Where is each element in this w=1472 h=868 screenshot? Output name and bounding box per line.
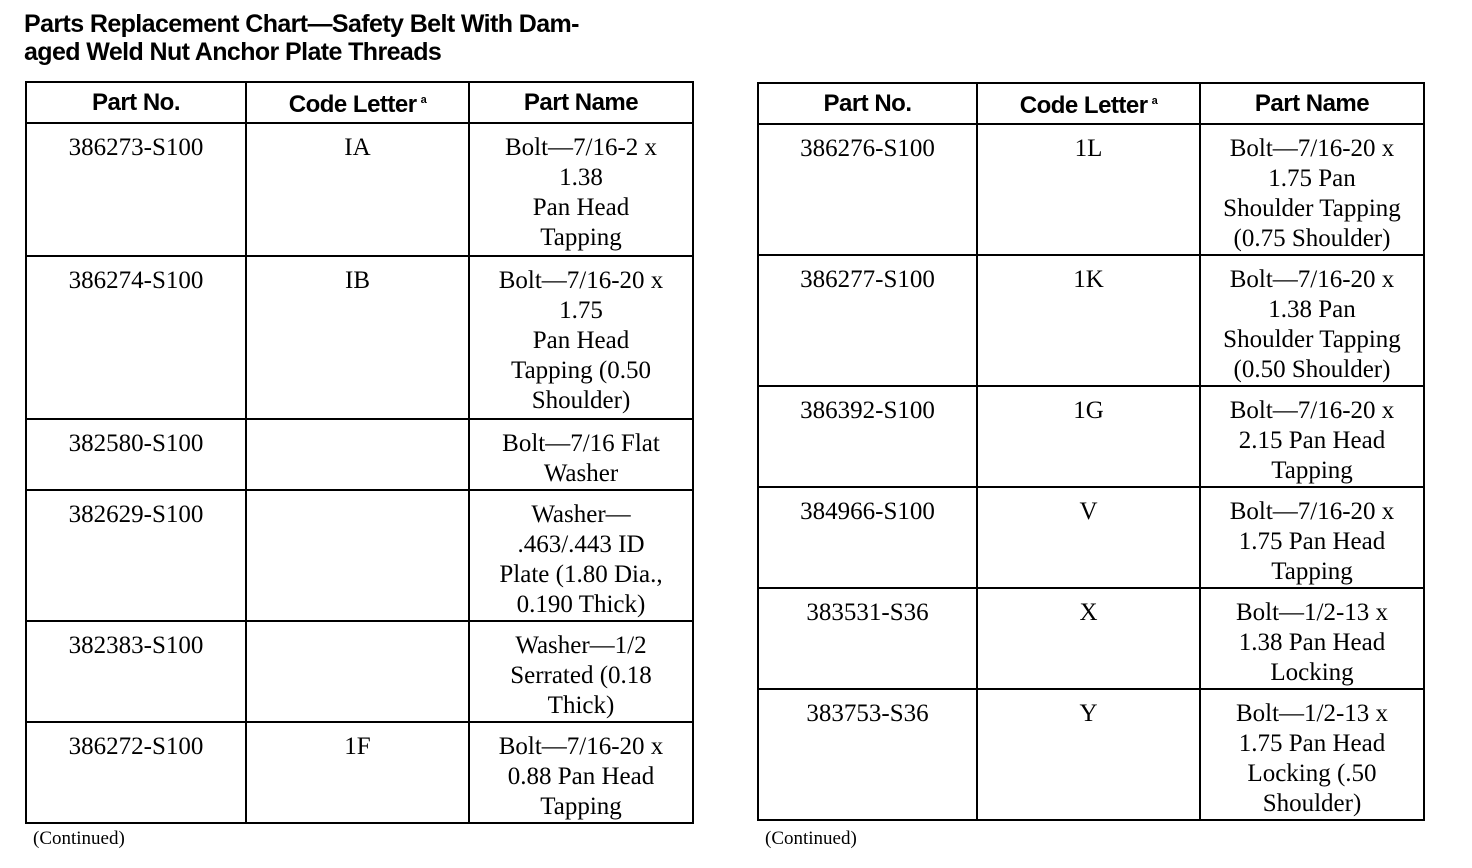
part-name-line: 1.38 Pan Head <box>1238 629 1386 656</box>
part-name-line: Bolt—7/16-2 x <box>504 134 658 161</box>
part-name-line: 1.38 <box>559 164 603 191</box>
code-letter-cell: 1L <box>977 124 1200 255</box>
header-part-name: Part Name <box>1200 83 1424 124</box>
table-header-row <box>26 82 693 123</box>
table-row <box>758 588 1424 689</box>
code-letter-cell: IA <box>246 123 469 256</box>
table-row <box>26 419 693 490</box>
part-name-line: Tapping (0.50 <box>511 357 651 384</box>
part-name-line: Tapping <box>1271 558 1353 585</box>
code-letter-cell <box>246 490 469 621</box>
part-name-line: Washer <box>543 460 619 487</box>
part-name-cell <box>469 722 693 823</box>
table-row <box>758 487 1424 588</box>
table-row <box>26 722 693 823</box>
part-no-cell: 386273-S100 <box>26 123 246 256</box>
part-name-line: Plate (1.80 Dia., <box>499 561 663 588</box>
code-letter-cell: 1G <box>977 386 1200 487</box>
part-name-line: 1.75 Pan Head <box>1238 730 1386 757</box>
part-name-line: 0.88 Pan Head <box>507 763 655 790</box>
part-name-line: Bolt—7/16-20 x <box>498 733 664 760</box>
table-row <box>26 490 693 621</box>
code-letter-cell: V <box>977 487 1200 588</box>
header-code-letter <box>246 82 469 123</box>
part-no-cell: 382383-S100 <box>26 621 246 722</box>
continued-note-left: (Continued) <box>33 828 125 849</box>
parts-table-left-body <box>26 123 693 823</box>
part-name-line: .463/.443 ID <box>517 531 645 558</box>
part-no-cell: 383531-S36 <box>758 588 977 689</box>
part-no-cell: 382580-S100 <box>26 419 246 490</box>
part-name-cell <box>469 621 693 722</box>
part-no-cell: 382629-S100 <box>26 490 246 621</box>
part-name-line: Bolt—7/16-20 x <box>1229 397 1395 424</box>
footnote-mark: a <box>1151 95 1158 107</box>
parts-table-left <box>25 81 694 824</box>
part-name-cell <box>1200 124 1424 255</box>
part-name-line: Tapping <box>1271 457 1353 484</box>
part-name-line: Shoulder Tapping <box>1223 326 1401 353</box>
part-name-cell <box>1200 689 1424 820</box>
part-name-line: 2.15 Pan Head <box>1238 427 1386 454</box>
part-no-cell: 386274-S100 <box>26 256 246 419</box>
part-name-cell <box>469 490 693 621</box>
header-part-no: Part No. <box>758 83 977 124</box>
table-row <box>26 123 693 256</box>
part-name-cell <box>1200 386 1424 487</box>
part-name-line: Washer—1/2 <box>515 632 647 659</box>
parts-table-right <box>757 82 1425 821</box>
part-name-line: Serrated (0.18 <box>510 662 652 689</box>
part-name-line: Pan Head <box>532 194 630 221</box>
part-name-cell <box>1200 588 1424 689</box>
code-letter-cell: X <box>977 588 1200 689</box>
chart-title-line-1: Parts Replacement Chart—Safety Belt With Dam- <box>24 10 579 38</box>
part-name-line: Bolt—7/16-20 x <box>498 267 664 294</box>
part-no-cell: 386392-S100 <box>758 386 977 487</box>
part-name-line: 1.75 Pan Head <box>1238 528 1386 555</box>
header-code-letter-label: Code Letter <box>288 91 417 118</box>
part-name-line: Bolt—1/2-13 x <box>1235 599 1389 626</box>
part-name-line: Locking (.50 <box>1247 760 1377 787</box>
part-name-cell <box>469 256 693 419</box>
code-letter-cell: IB <box>246 256 469 419</box>
part-name-line: Bolt—7/16-20 x <box>1229 135 1395 162</box>
table-row <box>758 689 1424 820</box>
chart-title-line-2: aged Weld Nut Anchor Plate Threads <box>24 38 442 66</box>
header-code-letter-label: Code Letter <box>1019 92 1148 119</box>
part-name-line: Washer— <box>531 501 631 528</box>
part-name-line: Locking <box>1270 659 1354 686</box>
part-no-cell: 383753-S36 <box>758 689 977 820</box>
table-header-row <box>758 83 1424 124</box>
part-name-cell <box>469 419 693 490</box>
table-row <box>26 621 693 722</box>
part-no-cell: 384966-S100 <box>758 487 977 588</box>
code-letter-cell: 1K <box>977 255 1200 386</box>
code-letter-cell: Y <box>977 689 1200 820</box>
part-no-cell: 386276-S100 <box>758 124 977 255</box>
table-row <box>26 256 693 419</box>
code-letter-cell <box>246 621 469 722</box>
part-no-cell: 386277-S100 <box>758 255 977 386</box>
part-name-cell <box>1200 487 1424 588</box>
part-no-cell: 386272-S100 <box>26 722 246 823</box>
part-name-line: Shoulder) <box>1262 790 1362 817</box>
part-name-line: (0.75 Shoulder) <box>1233 225 1391 252</box>
part-name-cell <box>469 123 693 256</box>
parts-table-right-body <box>758 124 1424 820</box>
part-name-line: Shoulder) <box>531 387 631 414</box>
table-row <box>758 386 1424 487</box>
part-name-line: Bolt—7/16 Flat <box>502 430 660 457</box>
part-name-line: 0.190 Thick) <box>516 591 646 618</box>
part-name-line: Shoulder Tapping <box>1223 195 1401 222</box>
part-name-line: (0.50 Shoulder) <box>1233 356 1391 383</box>
part-name-line: Tapping <box>540 224 622 251</box>
part-name-line: Bolt—1/2-13 x <box>1235 700 1389 727</box>
continued-note-right: (Continued) <box>765 828 857 849</box>
header-part-name: Part Name <box>469 82 693 123</box>
part-name-cell <box>1200 255 1424 386</box>
header-code-letter <box>977 83 1200 124</box>
table-row <box>758 124 1424 255</box>
part-name-line: Pan Head <box>532 327 630 354</box>
part-name-line: Bolt—7/16-20 x <box>1229 266 1395 293</box>
part-name-line: 1.75 <box>559 297 603 324</box>
code-letter-cell <box>246 419 469 490</box>
part-name-line: Bolt—7/16-20 x <box>1229 498 1395 525</box>
table-row <box>758 255 1424 386</box>
chart-title <box>24 10 684 66</box>
code-letter-cell: 1F <box>246 722 469 823</box>
part-name-line: Tapping <box>540 793 622 820</box>
header-part-no: Part No. <box>26 82 246 123</box>
footnote-mark: a <box>420 94 427 106</box>
part-name-line: 1.75 Pan <box>1268 165 1356 192</box>
part-name-line: Thick) <box>547 692 615 719</box>
part-name-line: 1.38 Pan <box>1268 296 1356 323</box>
